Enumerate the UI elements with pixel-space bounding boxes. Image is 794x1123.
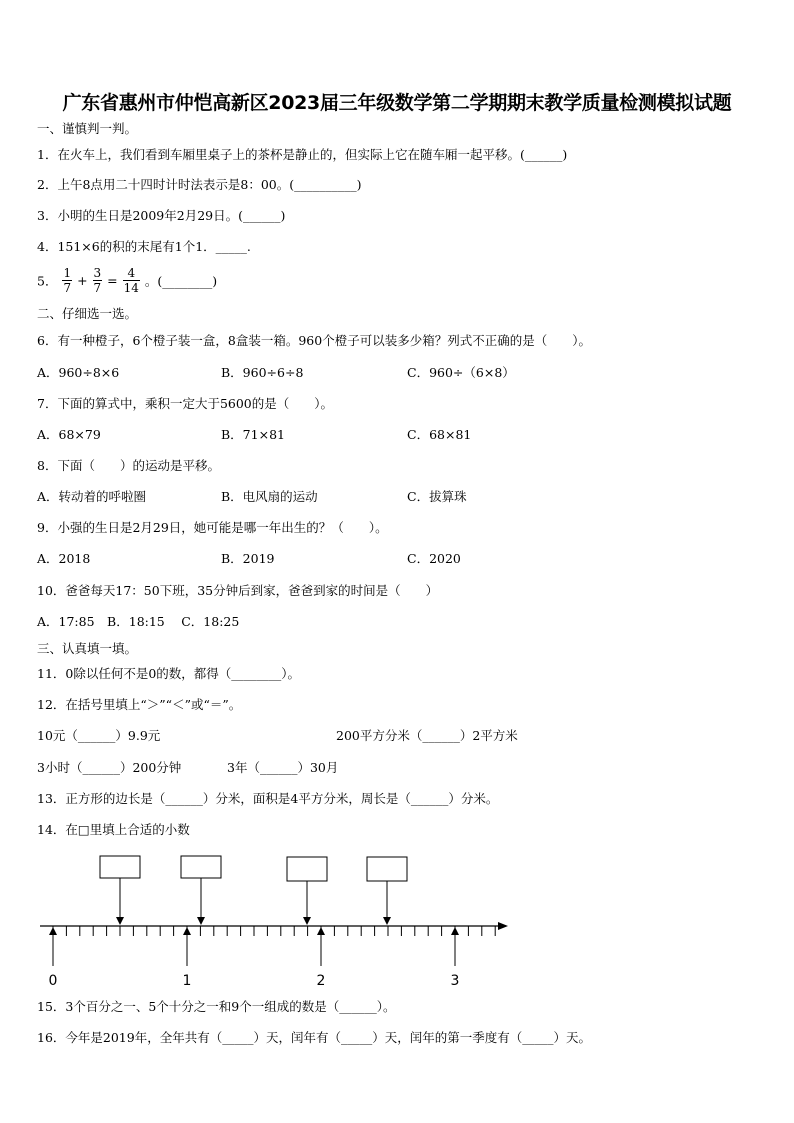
question-5-prefix: 5．	[37, 273, 58, 289]
q12-item-b: 200平方分米（______）2平方米	[336, 728, 518, 743]
q6-option-c: C．960÷（6×8）	[407, 365, 515, 380]
answer-box-1	[100, 856, 140, 878]
page-title: 广东省惠州市仲恺高新区2023届三年级数学第二学期期末教学质量检测模拟试题	[62, 92, 732, 114]
q9-option-b: B．2019	[221, 551, 275, 566]
q10-options: A．17:85 B．18:15 C．18:25	[37, 614, 240, 629]
number-line-arrowhead	[498, 922, 508, 930]
q12-item-d: 3年（______）30月	[227, 760, 339, 775]
fraction-2-denominator: 7	[93, 281, 102, 295]
fraction-1-numerator: 1	[63, 266, 72, 280]
q6-option-a: A．960÷8×6	[37, 365, 120, 380]
answer-box-4	[367, 857, 407, 881]
section-heading-1: 一、谨慎判一判。	[37, 121, 138, 136]
question-7: 7．下面的算式中，乘积一定大于5600的是（ ）。	[37, 396, 334, 411]
question-12: 12．在括号里填上“＞”“＜”或“＝”。	[37, 697, 242, 712]
question-10: 10．爸爸每天17：50下班，35分钟后到家，爸爸到家的时间是（ ）	[37, 583, 439, 598]
question-14: 14．在□里填上合适的小数	[37, 822, 190, 837]
q6-option-b: B．960÷6÷8	[221, 365, 304, 380]
question-8: 8．下面（ ）的运动是平移。	[37, 458, 220, 473]
q12-item-a: 10元（______）9.9元	[37, 728, 161, 743]
q7-option-a: A．68×79	[37, 427, 101, 442]
q12-item-c: 3小时（______）200分钟	[37, 760, 182, 775]
fraction-2-numerator: 3	[93, 266, 102, 280]
question-6: 6．有一种橙子，6个橙子装一盒，8盒装一箱。960个橙子可以装多少箱？列式不正确的是（ ）。	[37, 333, 591, 348]
answer-box-3	[287, 857, 327, 881]
pointer-arrows	[120, 878, 387, 924]
tick-label-2: 2	[316, 973, 326, 989]
tick-labels	[49, 973, 460, 989]
tick-label-3: 3	[450, 973, 460, 989]
answer-boxes	[100, 856, 407, 881]
tick-label-0: 0	[48, 973, 58, 989]
question-16: 16．今年是2019年，全年共有（_____）天，闰年有（_____）天，闰年的第一季度有（_____）天。	[37, 1030, 591, 1045]
question-4: 4．151×6的积的末尾有1个1．_____.	[37, 239, 251, 254]
question-2: 2．上午8点用二十四时计时法表示是8：00。(__________)	[37, 177, 362, 192]
fraction-3-denominator: 14	[123, 281, 139, 295]
q9-option-c: C．2020	[407, 551, 461, 566]
question-3: 3．小明的生日是2009年2月29日。(______)	[37, 208, 286, 223]
section-heading-2: 二、仔细选一选。	[37, 306, 138, 321]
question-13: 13．正方形的边长是（______）分米，面积是4平方分米，周长是（______）分米。	[37, 791, 499, 806]
q7-option-c: C．68×81	[407, 427, 472, 442]
tick-label-1: 1	[182, 973, 192, 989]
q8-option-c: C．拔算珠	[407, 489, 467, 504]
question-5-suffix: 。(________)	[144, 273, 218, 289]
question-11: 11．0除以任何不是0的数，都得（________）。	[37, 666, 301, 681]
q8-option-b: B．电风扇的运动	[221, 489, 318, 504]
fraction-1-denominator: 7	[63, 281, 72, 295]
question-1: 1．在火车上，我们看到车厢里桌子上的茶杯是静止的，但实际上它在随车厢一起平移。(______)	[37, 147, 568, 162]
question-9: 9．小强的生日是2月29日，她可能是哪一年出生的？（ ）。	[37, 520, 388, 535]
question-15: 15．3个百分之一、5个十分之一和9个一组成的数是（______）。	[37, 999, 396, 1014]
number-line-ticks	[53, 926, 495, 936]
section-heading-3: 三、认真填一填。	[37, 641, 138, 656]
q7-option-b: B．71×81	[221, 427, 285, 442]
number-line	[40, 856, 508, 989]
q8-option-a: A．转动着的呼啦圈	[37, 489, 147, 504]
equals-sign: =	[107, 273, 118, 288]
fraction-3-numerator: 4	[123, 266, 140, 281]
q9-option-a: A．2018	[37, 551, 91, 566]
answer-box-2	[181, 856, 221, 878]
plus-sign: +	[77, 273, 88, 288]
